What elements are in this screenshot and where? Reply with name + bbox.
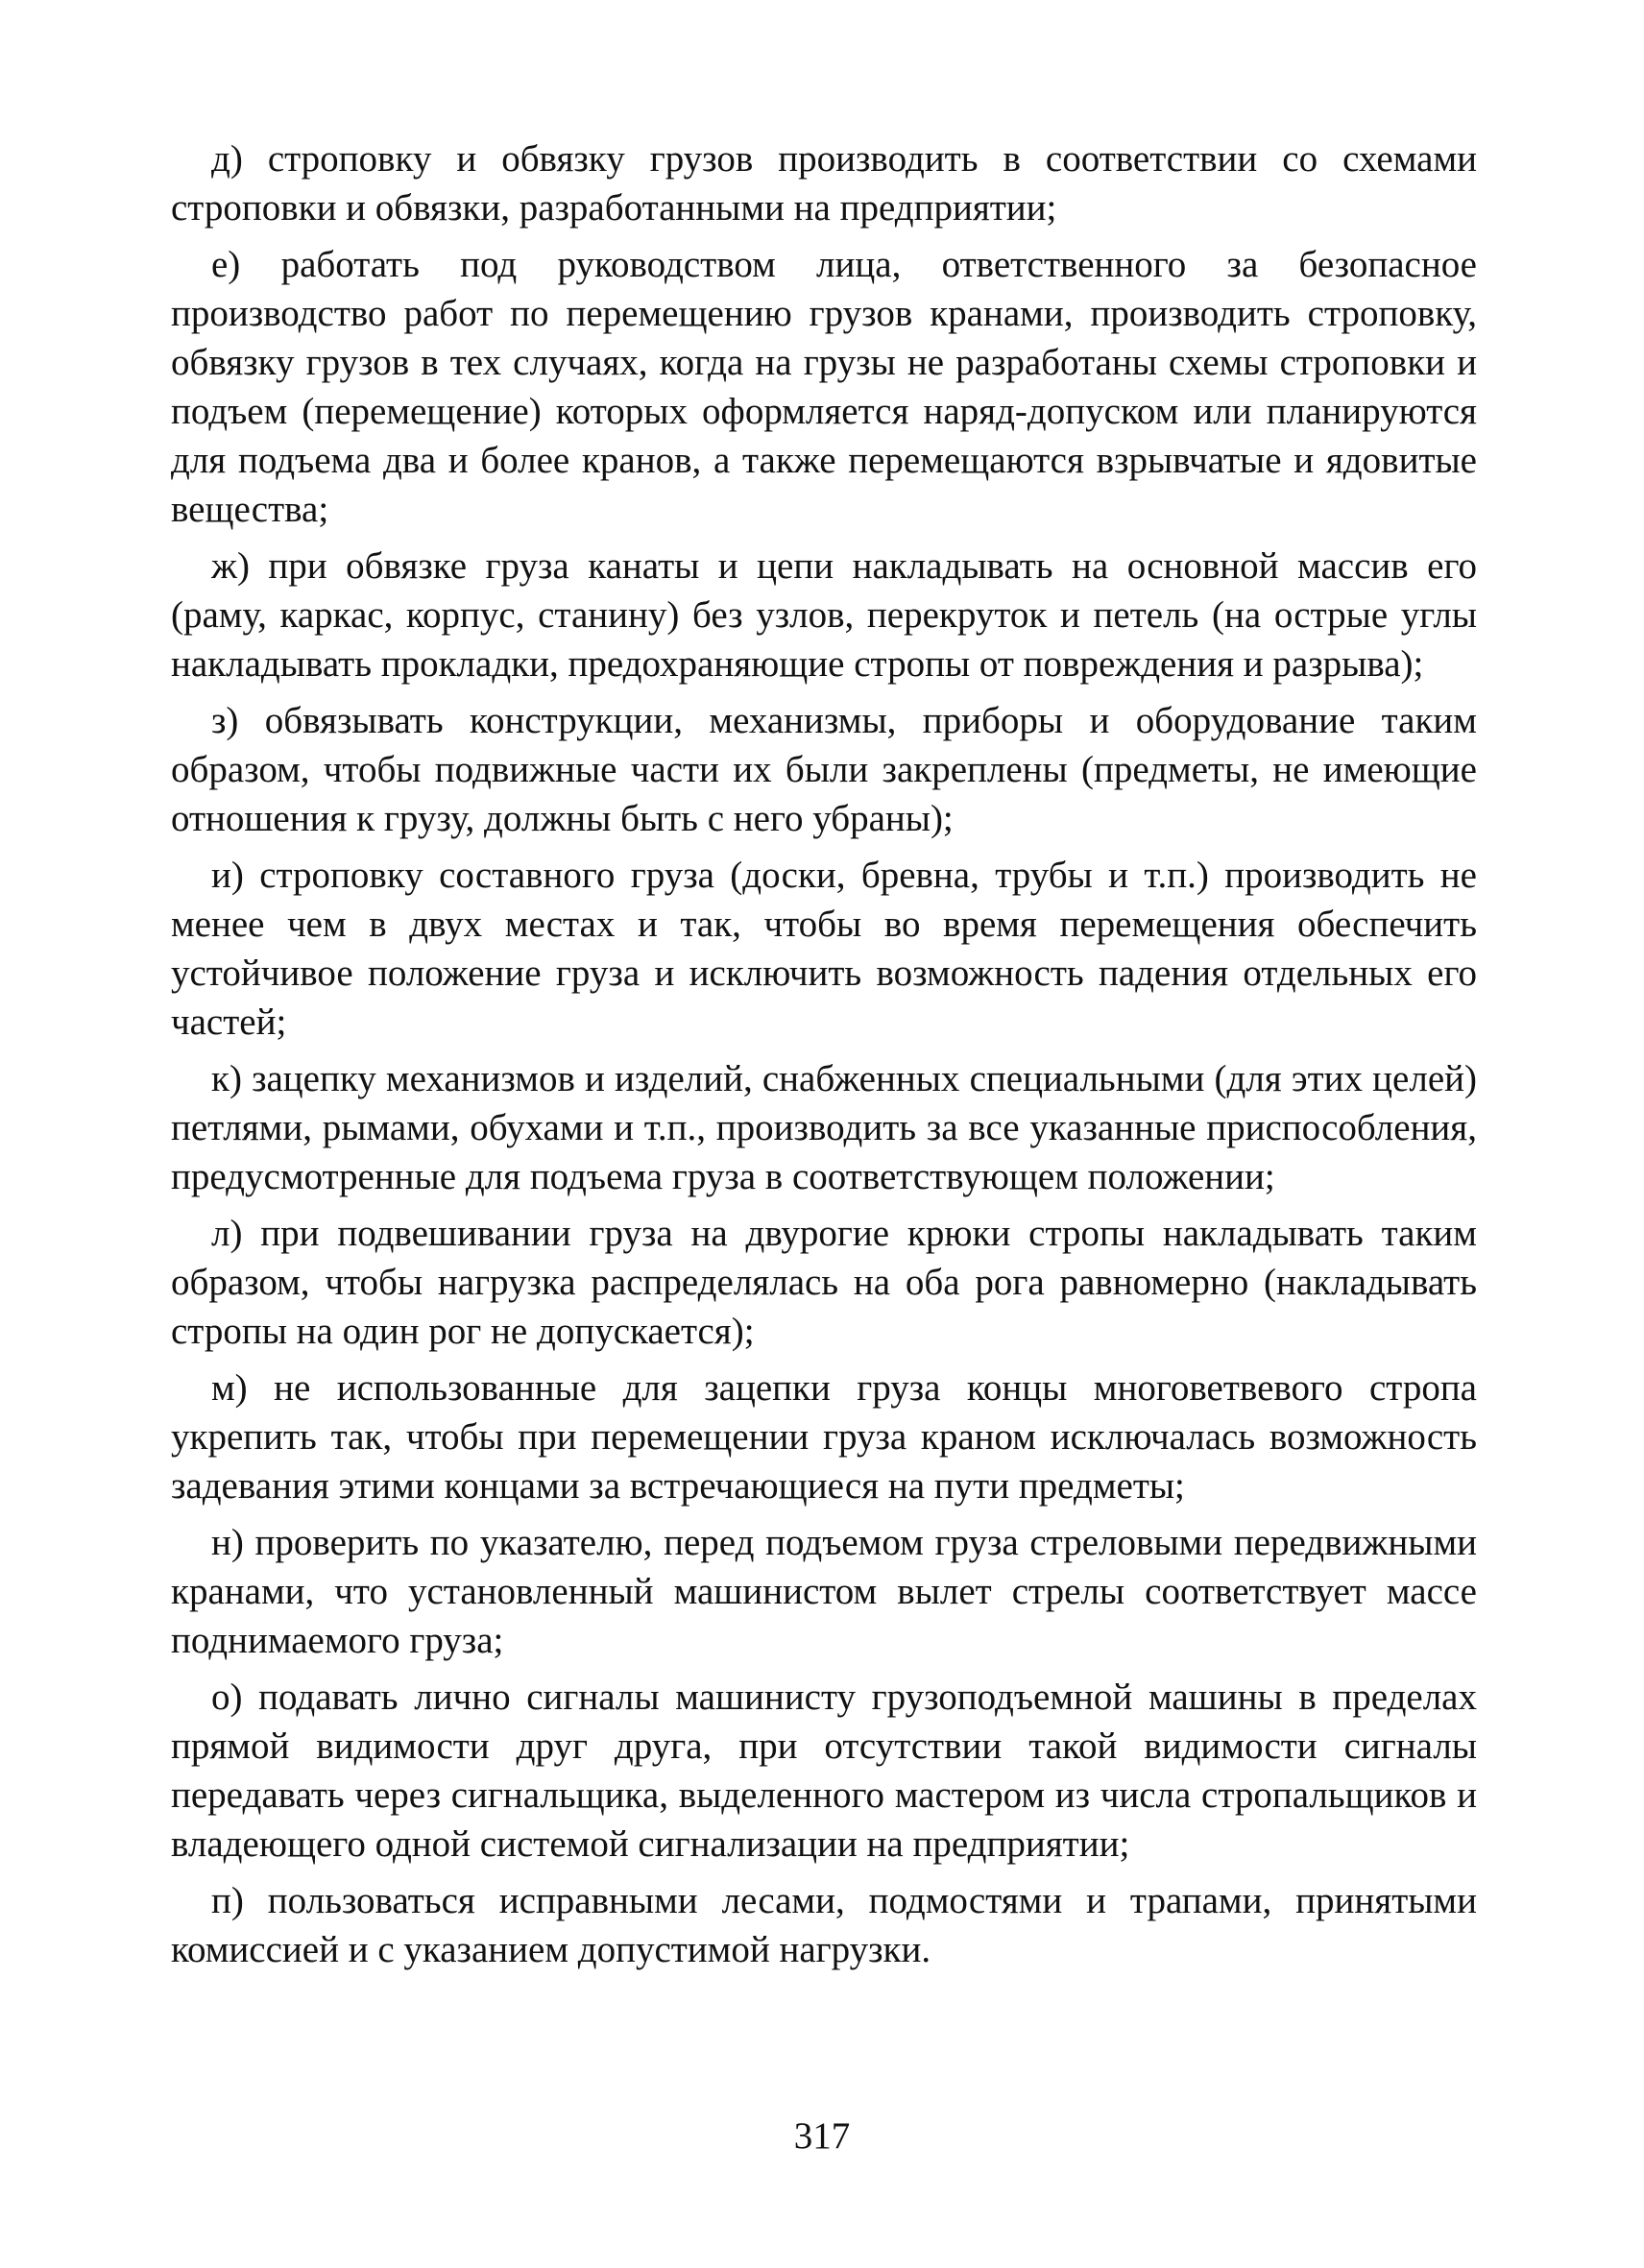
list-item-p: п) пользоваться исправными лесами, подмостями и трапами, принятыми комиссией и с указанием допустимой нагрузки. (171, 1880, 1477, 1970)
list-item-o: о) подавать лично сигналы машинисту грузоподъемной машины в пределах прямой видимости друг друга, при отсутствии такой видимости сигналы передавать через сигнальщика, выделенного мастером из числа стропальщиков и владеющего одной системой сигнализации на предприятии; (171, 1677, 1477, 1865)
list-item-k: к) зацепку механизмов и изделий, снабженных специальными (для этих целей) петлями, рымами, обухами и т.п., производить за все указанные приспособления, предусмотренные для подъема груза в соответствующем положении; (171, 1058, 1477, 1197)
document-body (171, 134, 1477, 1982)
list-item-m: м) не использованные для зацепки груза концы многоветвевого стропа укрепить так, чтобы при перемещении груза краном исключалась возможность задевания этими концами за встречающиеся на пути предметы; (171, 1367, 1477, 1507)
list-item-z: з) обвязывать конструкции, механизмы, приборы и оборудование таким образом, чтобы подвижные части их были закреплены (предметы, не имеющие отношения к грузу, должны быть с него убраны); (171, 700, 1477, 839)
list-item-e: е) работать под руководством лица, ответственного за безопасное производство работ по перемещению грузов кранами, производить строповку, обвязку грузов в тех случаях, когда на грузы не разработаны схемы строповки и подъем (перемещение) которых оформляется наряд-допуском или планируются для подъема два и более кранов, а также перемещаются взрывчатые и ядовитые вещества; (171, 244, 1477, 530)
list-item-n: н) проверить по указателю, перед подъемом груза стреловыми передвижными кранами, что установленный машинистом вылет стрелы соответствует массе поднимаемого груза; (171, 1522, 1477, 1661)
page-number: 317 (793, 2115, 851, 2157)
list-item-l: л) при подвешивании груза на двурогие крюки стропы накладывать таким образом, чтобы нагрузка распределялась на оба рога равномерно (накладывать стропы на один рог не допускается); (171, 1213, 1477, 1352)
list-item-zh: ж) при обвязке груза канаты и цепи накладывать на основной массив его (раму, каркас, корпус, станину) без узлов, перекруток и петель (на острые углы накладывать прокладки, предохраняющие стропы от повреждения и разрыва); (171, 545, 1477, 685)
list-item-d: д) строповку и обвязку грузов производить в соответствии со схемами строповки и обвязки, разработанными на предприятии; (171, 138, 1477, 229)
list-item-i: и) строповку составного груза (доски, бревна, трубы и т.п.) производить не менее чем в двух местах и так, чтобы во время перемещения обеспечить устойчивое положение груза и исключить возможность падения отдельных его частей; (171, 855, 1477, 1043)
